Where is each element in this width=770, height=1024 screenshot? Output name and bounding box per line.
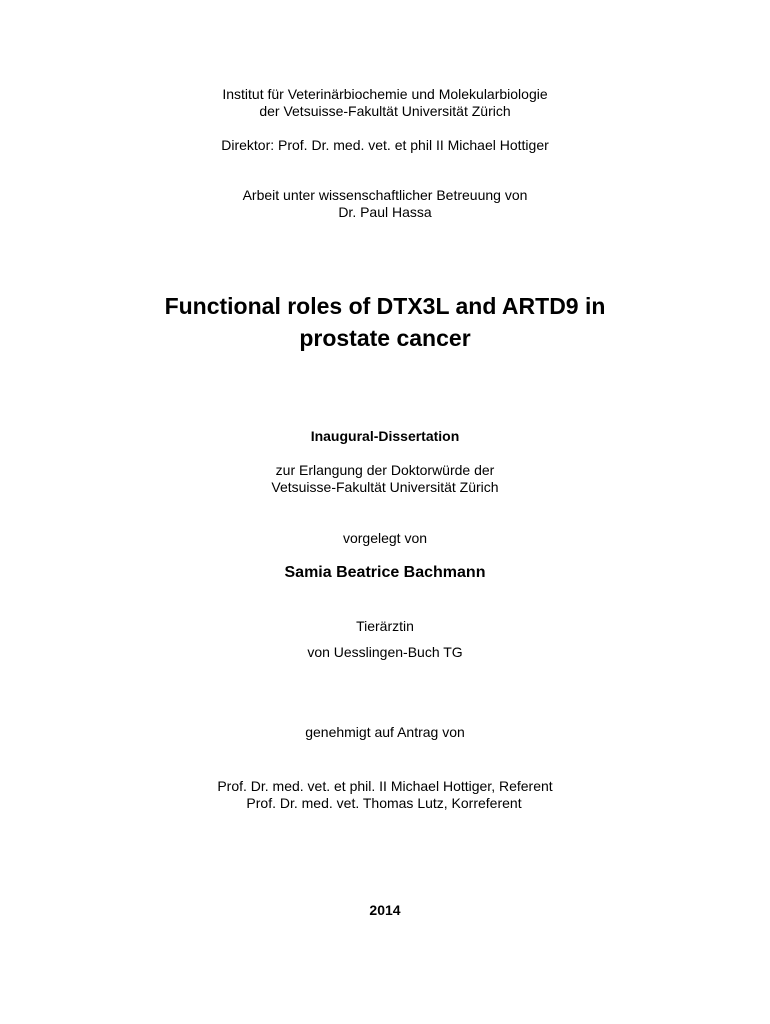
purpose-line-2: Vetsuisse-Fakultät Universität Zürich xyxy=(271,479,499,495)
author-profession: Tierärztin xyxy=(356,618,414,634)
author-origin: von Uesslingen-Buch TG xyxy=(307,644,463,660)
dissertation-type: Inaugural-Dissertation xyxy=(310,428,460,444)
presented-by-label: vorgelegt von xyxy=(342,530,428,546)
director-line: Direktor: Prof. Dr. med. vet. et phil II Michael Hottiger xyxy=(221,137,549,153)
referee-referent: Prof. Dr. med. vet. et phil. II Michael Hottiger, Referent xyxy=(217,778,553,794)
thesis-title-line-1: Functional roles of DTX3L and ARTD9 in xyxy=(164,293,606,319)
referee-korreferent: Prof. Dr. med. vet. Thomas Lutz, Korreferent xyxy=(246,795,522,811)
institute-line-2: der Vetsuisse-Fakultät Universität Zürich xyxy=(259,103,511,119)
purpose-line-1: zur Erlangung der Doktorwürde der xyxy=(275,462,495,478)
thesis-title-line-2: prostate cancer xyxy=(299,325,471,351)
institute-line-1: Institut für Veterinärbiochemie und Molekularbiologie xyxy=(222,86,548,102)
supervision-line-1: Arbeit unter wissenschaftlicher Betreuung von xyxy=(242,187,528,203)
publication-year: 2014 xyxy=(369,902,401,918)
approved-label: genehmigt auf Antrag von xyxy=(305,724,465,740)
supervision-line-2: Dr. Paul Hassa xyxy=(338,204,432,220)
author-name: Samia Beatrice Bachmann xyxy=(284,564,486,581)
